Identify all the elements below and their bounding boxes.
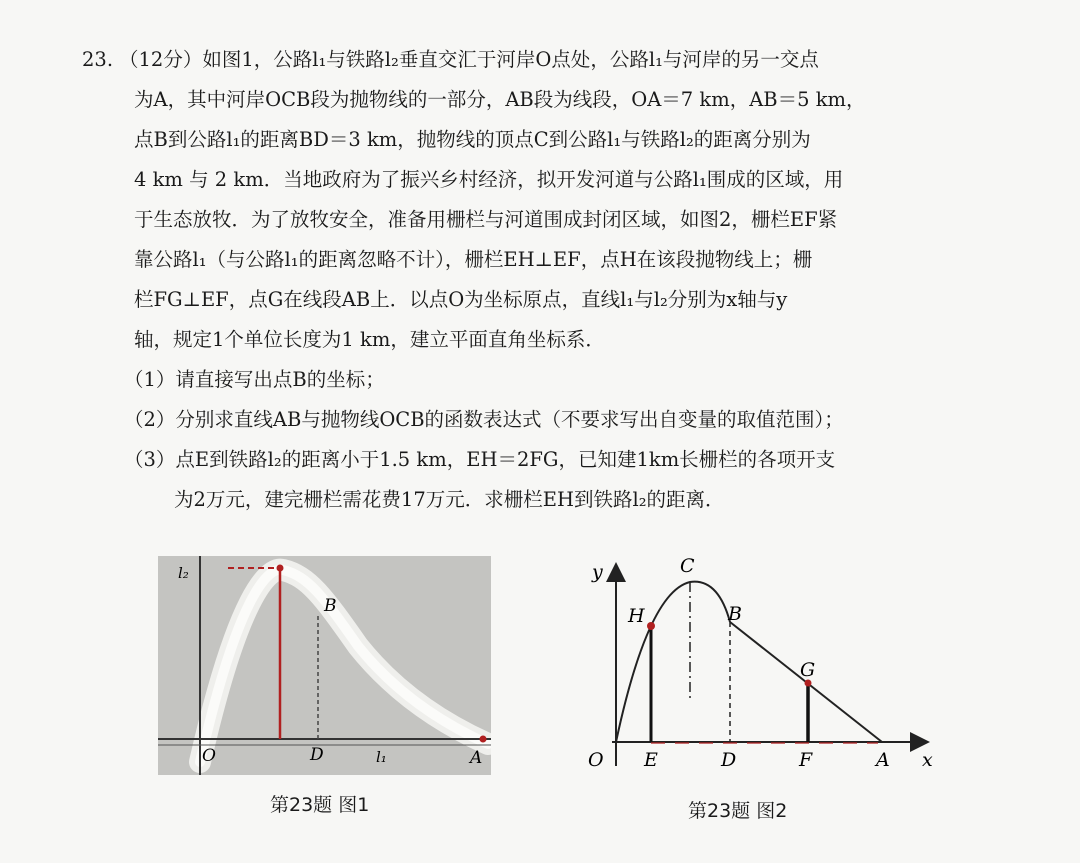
question-3: （3）点E到铁路l₂的距离小于1.5 km，EH＝2FG，已知建1km长栅栏的各项开支 (124, 448, 836, 471)
fig2-label-A: A (876, 749, 890, 771)
question-3-cont: 为2万元，建完栅栏需花费17万元．求栅栏EH到铁路l₂的距离． (174, 488, 725, 511)
figure-2 (578, 552, 940, 782)
figure-1-caption: 第23题 图1 (270, 794, 370, 816)
fig1-label-O: O (202, 746, 216, 766)
fig1-label-B: B (324, 596, 337, 616)
fig1-label-l2: l₂ (178, 564, 189, 582)
problem-text (82, 40, 1012, 520)
figure-1-diagram (158, 556, 491, 775)
fig2-label-B: B (728, 603, 742, 625)
problem-line-8: 轴，规定1个单位长度为1 km，建立平面直角坐标系． (134, 328, 605, 351)
fig1-label-l1: l₁ (376, 748, 387, 766)
fig2-label-y: y (592, 561, 603, 583)
fig1-label-D: D (310, 745, 324, 765)
fig2-label-O: O (588, 749, 604, 771)
figure-1 (158, 556, 491, 775)
fig1-label-A: A (470, 748, 483, 768)
problem-line-2: 为A，其中河岸OCB段为抛物线的一部分，AB段为线段，OA＝7 km，AB＝5 km， (134, 88, 866, 111)
fig2-label-D: D (721, 749, 737, 771)
question-1: （1）请直接写出点B的坐标； (124, 368, 385, 391)
problem-line-5: 于生态放牧．为了放牧安全，准备用栅栏与河道围成封闭区域，如图2，栅栏EF紧 (134, 208, 838, 231)
fig2-label-x: x (922, 749, 933, 771)
fig2-label-E: E (644, 749, 658, 771)
question-2: （2）分别求直线AB与抛物线OCB的函数表达式（不要求写出自变量的取值范围）； (124, 408, 844, 431)
figure-2-caption: 第23题 图2 (688, 800, 788, 822)
figure-2-diagram (578, 552, 940, 782)
fig2-label-C: C (680, 555, 695, 577)
fig2-label-G: G (800, 659, 816, 681)
problem-line-4: 4 km 与 2 km．当地政府为了振兴乡村经济，拟开发河道与公路l₁围成的区域，用 (134, 168, 844, 191)
problem-number: 23. (82, 48, 114, 71)
problem-line-3: 点B到公路l₁的距离BD＝3 km，抛物线的顶点C到公路l₁与铁路l₂的距离分别为 (134, 128, 811, 151)
problem-line-7: 栏FG⊥EF，点G在线段AB上．以点O为坐标原点，直线l₁与l₂分别为x轴与y (134, 288, 788, 311)
fig2-label-H: H (628, 605, 645, 627)
fig2-label-F: F (799, 749, 813, 771)
problem-line-1: 23. （12分）如图1，公路l₁与铁路l₂垂直交汇于河岸O点处，公路l₁与河岸的另一交点 (82, 48, 819, 71)
problem-line-6: 靠公路l₁（与公路l₁的距离忽略不计），栅栏EH⊥EF，点H在该段抛物线上；栅 (134, 248, 813, 271)
